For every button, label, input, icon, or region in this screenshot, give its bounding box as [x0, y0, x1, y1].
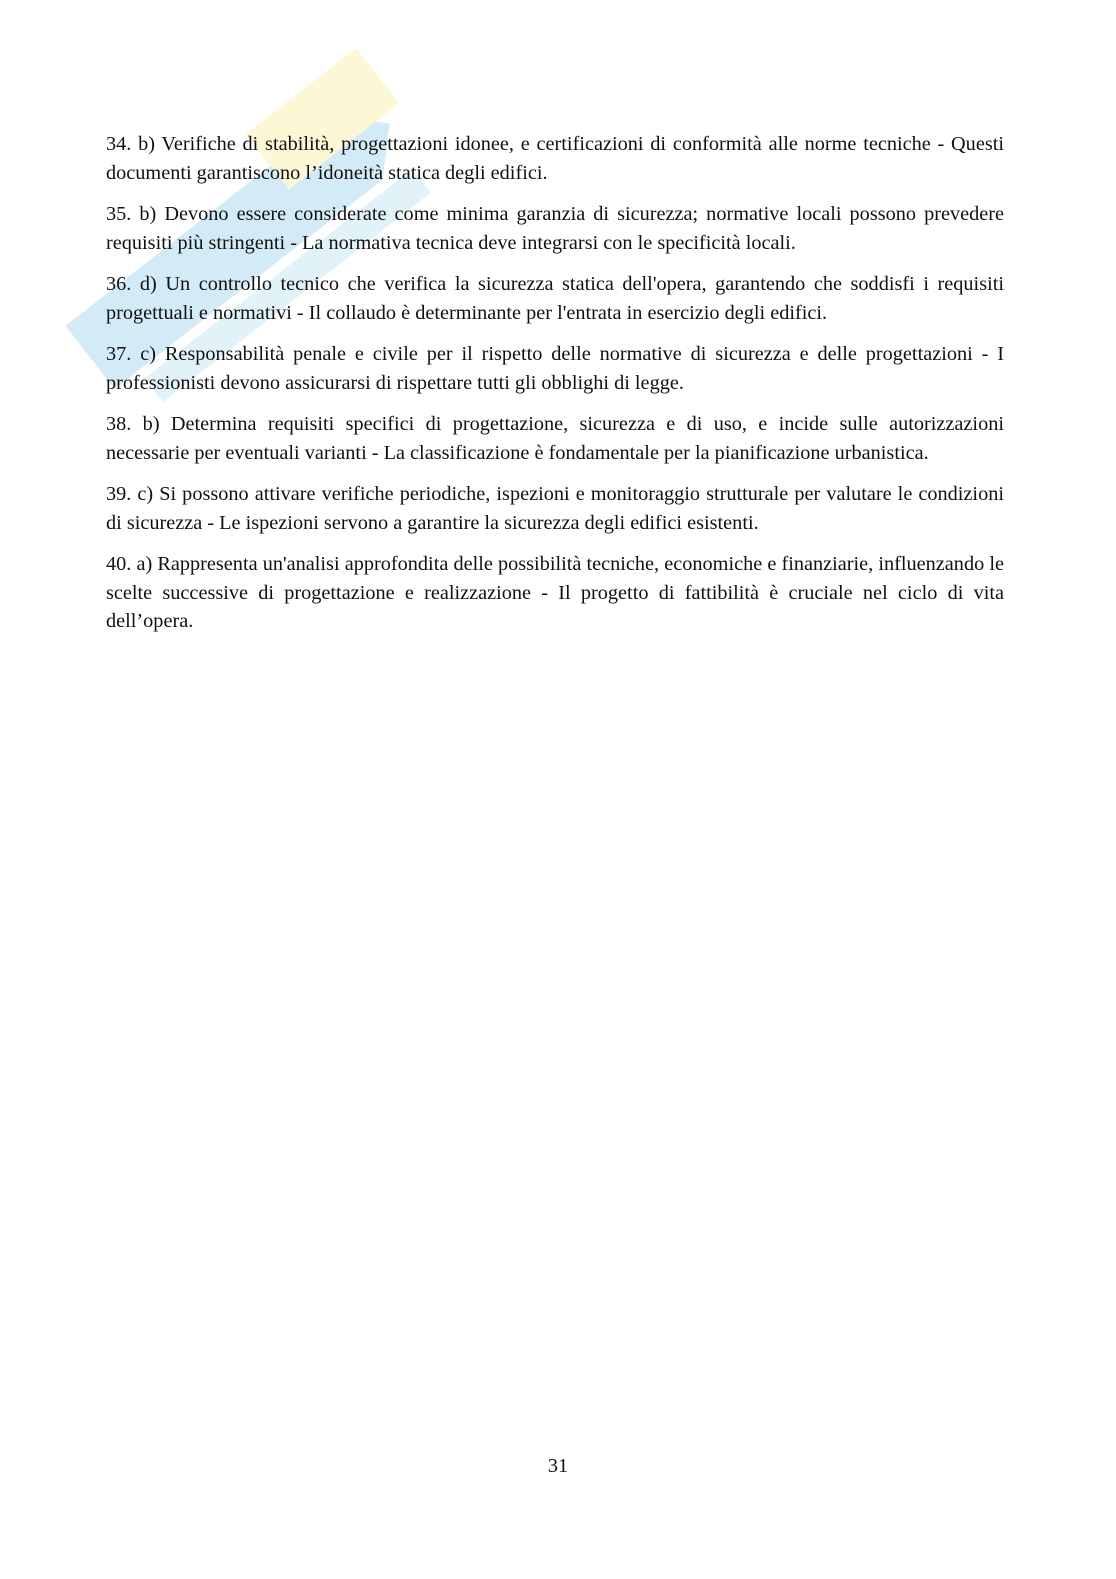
answer-34: 34. b) Verifiche di stabilità, progettazioni idonee, e certificazioni di conformità alle norme tecniche - Questi documenti garantiscono l’idoneità statica degli edifici.: [106, 133, 1004, 184]
answer-list: [106, 130, 1004, 649]
answer-37: 37. c) Responsabilità penale e civile per il rispetto delle normative di sicurezza e delle progettazioni - I professionisti devono assicurarsi di rispettare tutti gli obblighi di legge.: [106, 343, 1004, 394]
answer-36: 36. d) Un controllo tecnico che verifica la sicurezza statica dell'opera, garantendo che soddisfi i requisiti progettuali e normativi - Il collaudo è determinante per l'entrata in esercizio degli edifici.: [106, 273, 1004, 324]
answer-35: 35. b) Devono essere considerate come minima garanzia di sicurezza; normative locali possono prevedere requisiti più stringenti - La normativa tecnica deve integrarsi con le specificità locali.: [106, 203, 1004, 254]
answer-39: 39. c) Si possono attivare verifiche periodiche, ispezioni e monitoraggio strutturale per valutare le condizioni di sicurezza - Le ispezioni servono a garantire la sicurezza degli edifici esistenti.: [106, 483, 1004, 534]
answer-38: 38. b) Determina requisiti specifici di progettazione, sicurezza e di uso, e incide sulle autorizzazioni necessarie per eventuali varianti - La classificazione è fondamentale per la pianificazione urbanistica.: [106, 413, 1004, 464]
answer-40: 40. a) Rappresenta un'analisi approfondita delle possibilità tecniche, economiche e finanziarie, influenzando le scelte successive di progettazione e realizzazione - Il progetto di fattibilità è cruciale nel ciclo di vita dell’opera.: [106, 553, 1004, 632]
page-number: 31: [547, 1455, 569, 1477]
